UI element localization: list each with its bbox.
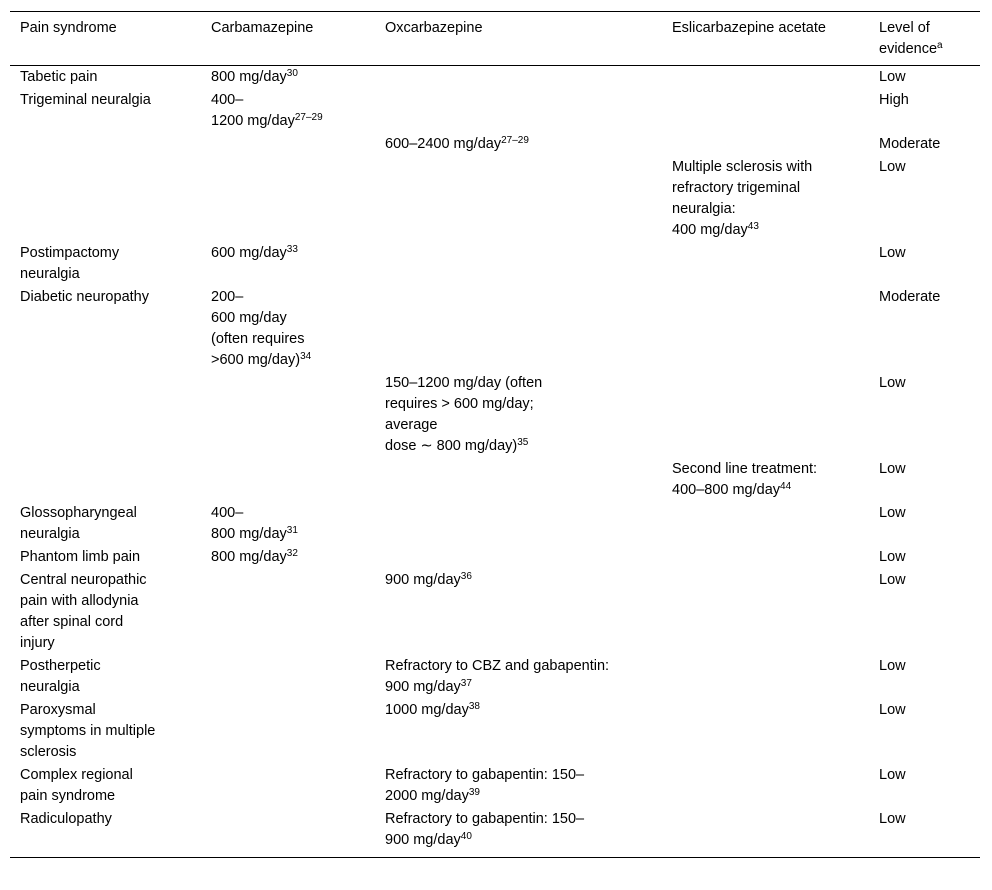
cell-level-of-evidence-text: Low: [879, 461, 906, 477]
cell-pain-syndrome: [10, 243, 201, 287]
cell-pain-syndrome-content: [20, 700, 193, 763]
cell-carbamazepine-content: [211, 243, 367, 264]
cell-pain-syndrome: [10, 809, 201, 858]
cell-eslicarbazepine: [662, 459, 869, 503]
cell-carbamazepine: [201, 656, 375, 700]
cell-level-of-evidence-text: Low: [879, 549, 906, 565]
reference-superscript: 40: [460, 831, 472, 842]
cell-pain-syndrome: [10, 700, 201, 765]
table-row: [10, 656, 980, 700]
cell-level-of-evidence: [869, 503, 980, 547]
cell-oxcarbazepine-content: [385, 134, 654, 155]
cell-oxcarbazepine: [375, 134, 662, 157]
table-row: [10, 503, 980, 547]
cell-carbamazepine-content: [211, 503, 367, 545]
cell-oxcarbazepine: [375, 66, 662, 91]
cell-level-of-evidence-content: [879, 90, 972, 111]
cell-carbamazepine: [201, 809, 375, 858]
cell-pain-syndrome-text: Central neuropathic pain with allodynia after spinal cord injury: [20, 572, 147, 651]
cell-carbamazepine: [201, 157, 375, 243]
cell-level-of-evidence: [869, 66, 980, 91]
cell-pain-syndrome-text: Paroxysmal symptoms in multiple sclerosis: [20, 702, 156, 760]
cell-eslicarbazepine: [662, 90, 869, 134]
cell-level-of-evidence-content: [879, 157, 972, 178]
cell-pain-syndrome-content: [20, 809, 193, 830]
header-evidence-footnote: a: [937, 40, 943, 51]
cell-eslicarbazepine: [662, 656, 869, 700]
cell-oxcarbazepine: [375, 547, 662, 570]
cell-level-of-evidence-text: Low: [879, 69, 906, 85]
cell-oxcarbazepine-text: Refractory to gabapentin: 150– 900 mg/day: [385, 811, 585, 848]
cell-pain-syndrome-content: [20, 67, 193, 88]
cell-pain-syndrome: [10, 157, 201, 243]
table-row: [10, 373, 980, 459]
cell-pain-syndrome-text: Diabetic neuropathy: [20, 289, 149, 305]
cell-oxcarbazepine: [375, 765, 662, 809]
header-carbamazepine: Carbamazepine: [201, 12, 375, 66]
header-row: [10, 12, 980, 66]
cell-level-of-evidence-text: Low: [879, 702, 906, 718]
cell-level-of-evidence: [869, 765, 980, 809]
cell-eslicarbazepine: [662, 134, 869, 157]
cell-oxcarbazepine-content: [385, 809, 654, 851]
table-row: [10, 243, 980, 287]
cell-level-of-evidence: [869, 90, 980, 134]
reference-superscript: 38: [468, 701, 480, 712]
cell-pain-syndrome: [10, 90, 201, 134]
cell-level-of-evidence-content: [879, 459, 972, 480]
cell-carbamazepine: [201, 90, 375, 134]
cell-oxcarbazepine: [375, 157, 662, 243]
cell-carbamazepine-text: 400– 800 mg/day: [211, 505, 287, 542]
reference-superscript: 34: [300, 351, 312, 362]
cell-oxcarbazepine: [375, 700, 662, 765]
cell-carbamazepine-text: 800 mg/day: [211, 549, 287, 565]
cell-carbamazepine-text: 400– 1200 mg/day: [211, 92, 295, 129]
cell-carbamazepine: [201, 570, 375, 656]
cell-pain-syndrome: [10, 547, 201, 570]
cell-pain-syndrome-content: [20, 570, 193, 654]
header-evidence-label: Level of evidence: [879, 20, 938, 57]
cell-eslicarbazepine-text: Multiple sclerosis with refractory trigeminal neuralgia: 400 mg/day: [672, 159, 813, 238]
cell-carbamazepine-content: [211, 547, 367, 568]
cell-carbamazepine-text: 800 mg/day: [211, 69, 287, 85]
cell-oxcarbazepine: [375, 570, 662, 656]
cell-carbamazepine: [201, 243, 375, 287]
cell-eslicarbazepine-content: [672, 459, 861, 501]
cell-carbamazepine: [201, 503, 375, 547]
cell-carbamazepine: [201, 547, 375, 570]
cell-carbamazepine-text: 600 mg/day: [211, 245, 287, 261]
table-row: [10, 459, 980, 503]
cell-carbamazepine: [201, 66, 375, 91]
cell-level-of-evidence-text: Low: [879, 245, 906, 261]
cell-level-of-evidence-content: [879, 570, 972, 591]
cell-level-of-evidence: [869, 243, 980, 287]
cell-level-of-evidence: [869, 700, 980, 765]
cell-level-of-evidence-text: Moderate: [879, 289, 941, 305]
cell-level-of-evidence-content: [879, 373, 972, 394]
cell-level-of-evidence-content: [879, 287, 972, 308]
cell-eslicarbazepine: [662, 287, 869, 373]
cell-pain-syndrome-content: [20, 547, 193, 568]
cell-pain-syndrome-text: Complex regional pain syndrome: [20, 767, 133, 804]
cell-level-of-evidence-text: Low: [879, 767, 906, 783]
cell-pain-syndrome-text: Trigeminal neuralgia: [20, 92, 151, 108]
reference-superscript: 33: [286, 244, 298, 255]
cell-oxcarbazepine-text: Refractory to CBZ and gabapentin: 900 mg/day: [385, 658, 610, 695]
cell-level-of-evidence-text: Low: [879, 375, 906, 391]
cell-oxcarbazepine: [375, 373, 662, 459]
cell-pain-syndrome-text: Glossopharyngeal neuralgia: [20, 505, 137, 542]
cell-pain-syndrome-content: [20, 287, 193, 308]
evidence-table: [10, 11, 980, 858]
cell-oxcarbazepine-content: [385, 656, 654, 698]
cell-pain-syndrome: [10, 570, 201, 656]
cell-carbamazepine: [201, 765, 375, 809]
header-eslicarbazepine: Eslicarbazepine acetate: [662, 12, 869, 66]
cell-pain-syndrome-text: Postimpactomy neuralgia: [20, 245, 120, 282]
table-row: [10, 287, 980, 373]
cell-eslicarbazepine: [662, 66, 869, 91]
reference-superscript: 35: [517, 437, 529, 448]
table-row: [10, 809, 980, 858]
table-body: [10, 66, 980, 858]
cell-oxcarbazepine: [375, 656, 662, 700]
cell-level-of-evidence-text: Low: [879, 658, 906, 674]
reference-superscript: 31: [286, 525, 298, 536]
cell-eslicarbazepine: [662, 373, 869, 459]
table-container: [10, 11, 980, 858]
cell-carbamazepine: [201, 134, 375, 157]
cell-pain-syndrome: [10, 287, 201, 373]
cell-eslicarbazepine: [662, 243, 869, 287]
cell-level-of-evidence-content: [879, 656, 972, 677]
cell-pain-syndrome-text: Postherpetic neuralgia: [20, 658, 101, 695]
cell-eslicarbazepine: [662, 765, 869, 809]
cell-level-of-evidence: [869, 373, 980, 459]
cell-level-of-evidence-content: [879, 503, 972, 524]
reference-superscript: 27–29: [294, 112, 323, 123]
table-row: [10, 66, 980, 91]
cell-level-of-evidence-text: Moderate: [879, 136, 941, 152]
cell-oxcarbazepine-content: [385, 700, 654, 721]
cell-pain-syndrome: [10, 134, 201, 157]
table-row: [10, 157, 980, 243]
reference-superscript: 27–29: [501, 135, 529, 146]
reference-superscript: 44: [780, 481, 792, 492]
cell-level-of-evidence: [869, 157, 980, 243]
cell-oxcarbazepine: [375, 287, 662, 373]
cell-carbamazepine-content: [211, 90, 367, 132]
cell-level-of-evidence: [869, 809, 980, 858]
cell-pain-syndrome-content: [20, 503, 193, 545]
cell-carbamazepine-content: [211, 67, 367, 88]
cell-pain-syndrome-content: [20, 90, 193, 111]
cell-oxcarbazepine-content: [385, 373, 654, 457]
cell-level-of-evidence-content: [879, 67, 972, 88]
cell-level-of-evidence: [869, 134, 980, 157]
cell-eslicarbazepine: [662, 547, 869, 570]
cell-level-of-evidence-content: [879, 134, 972, 155]
cell-pain-syndrome: [10, 66, 201, 91]
cell-oxcarbazepine-text: 1000 mg/day: [385, 702, 469, 718]
cell-level-of-evidence: [869, 570, 980, 656]
reference-superscript: 36: [460, 571, 472, 582]
cell-oxcarbazepine: [375, 503, 662, 547]
cell-pain-syndrome: [10, 503, 201, 547]
cell-eslicarbazepine: [662, 503, 869, 547]
cell-eslicarbazepine-content: [672, 157, 861, 241]
table-header: [10, 12, 980, 66]
cell-oxcarbazepine-text: 600–2400 mg/day: [385, 136, 502, 152]
cell-pain-syndrome: [10, 373, 201, 459]
cell-carbamazepine: [201, 373, 375, 459]
cell-oxcarbazepine: [375, 243, 662, 287]
cell-oxcarbazepine-content: [385, 570, 654, 591]
cell-level-of-evidence-content: [879, 765, 972, 786]
cell-pain-syndrome-text: Tabetic pain: [20, 69, 98, 85]
cell-eslicarbazepine-text: Second line treatment: 400–800 mg/day: [672, 461, 818, 498]
cell-eslicarbazepine: [662, 700, 869, 765]
cell-level-of-evidence-text: High: [879, 92, 909, 108]
cell-oxcarbazepine: [375, 809, 662, 858]
cell-pain-syndrome: [10, 656, 201, 700]
cell-level-of-evidence-content: [879, 809, 972, 830]
cell-carbamazepine: [201, 700, 375, 765]
reference-superscript: 37: [460, 678, 472, 689]
cell-pain-syndrome-content: [20, 765, 193, 807]
cell-oxcarbazepine-text: 900 mg/day: [385, 572, 461, 588]
reference-superscript: 32: [286, 548, 298, 559]
cell-pain-syndrome: [10, 765, 201, 809]
cell-pain-syndrome-content: [20, 656, 193, 698]
cell-level-of-evidence-content: [879, 547, 972, 568]
reference-superscript: 39: [468, 787, 480, 798]
reference-superscript: 30: [286, 68, 298, 79]
cell-level-of-evidence-content: [879, 243, 972, 264]
header-oxcarbazepine: Oxcarbazepine: [375, 12, 662, 66]
cell-level-of-evidence-text: Low: [879, 159, 906, 175]
cell-level-of-evidence-text: Low: [879, 572, 906, 588]
cell-carbamazepine: [201, 287, 375, 373]
cell-pain-syndrome-text: Radiculopathy: [20, 811, 112, 827]
cell-level-of-evidence-content: [879, 700, 972, 721]
reference-superscript: 43: [747, 221, 759, 232]
cell-level-of-evidence: [869, 656, 980, 700]
cell-oxcarbazepine: [375, 90, 662, 134]
cell-level-of-evidence: [869, 287, 980, 373]
header-pain-syndrome: Pain syndrome: [10, 12, 201, 66]
cell-level-of-evidence: [869, 547, 980, 570]
cell-oxcarbazepine: [375, 459, 662, 503]
table-row: [10, 765, 980, 809]
table-row: [10, 90, 980, 134]
cell-pain-syndrome-content: [20, 243, 193, 285]
table-row: [10, 547, 980, 570]
cell-oxcarbazepine-content: [385, 765, 654, 807]
cell-eslicarbazepine: [662, 157, 869, 243]
cell-pain-syndrome: [10, 459, 201, 503]
cell-eslicarbazepine: [662, 570, 869, 656]
table-row: [10, 700, 980, 765]
cell-level-of-evidence-text: Low: [879, 505, 906, 521]
table-row: [10, 570, 980, 656]
cell-carbamazepine-content: [211, 287, 367, 371]
cell-oxcarbazepine-text: Refractory to gabapentin: 150– 2000 mg/day: [385, 767, 585, 804]
cell-oxcarbazepine-text: 150–1200 mg/day (often requires > 600 mg/day; average dose ∼ 800 mg/day): [385, 375, 543, 454]
cell-level-of-evidence-text: Low: [879, 811, 906, 827]
cell-pain-syndrome-text: Phantom limb pain: [20, 549, 141, 565]
header-level-of-evidence: [869, 12, 980, 66]
cell-carbamazepine: [201, 459, 375, 503]
cell-level-of-evidence: [869, 459, 980, 503]
cell-eslicarbazepine: [662, 809, 869, 858]
table-row: [10, 134, 980, 157]
cell-carbamazepine-text: 200– 600 mg/day (often requires >600 mg/day): [211, 289, 305, 368]
